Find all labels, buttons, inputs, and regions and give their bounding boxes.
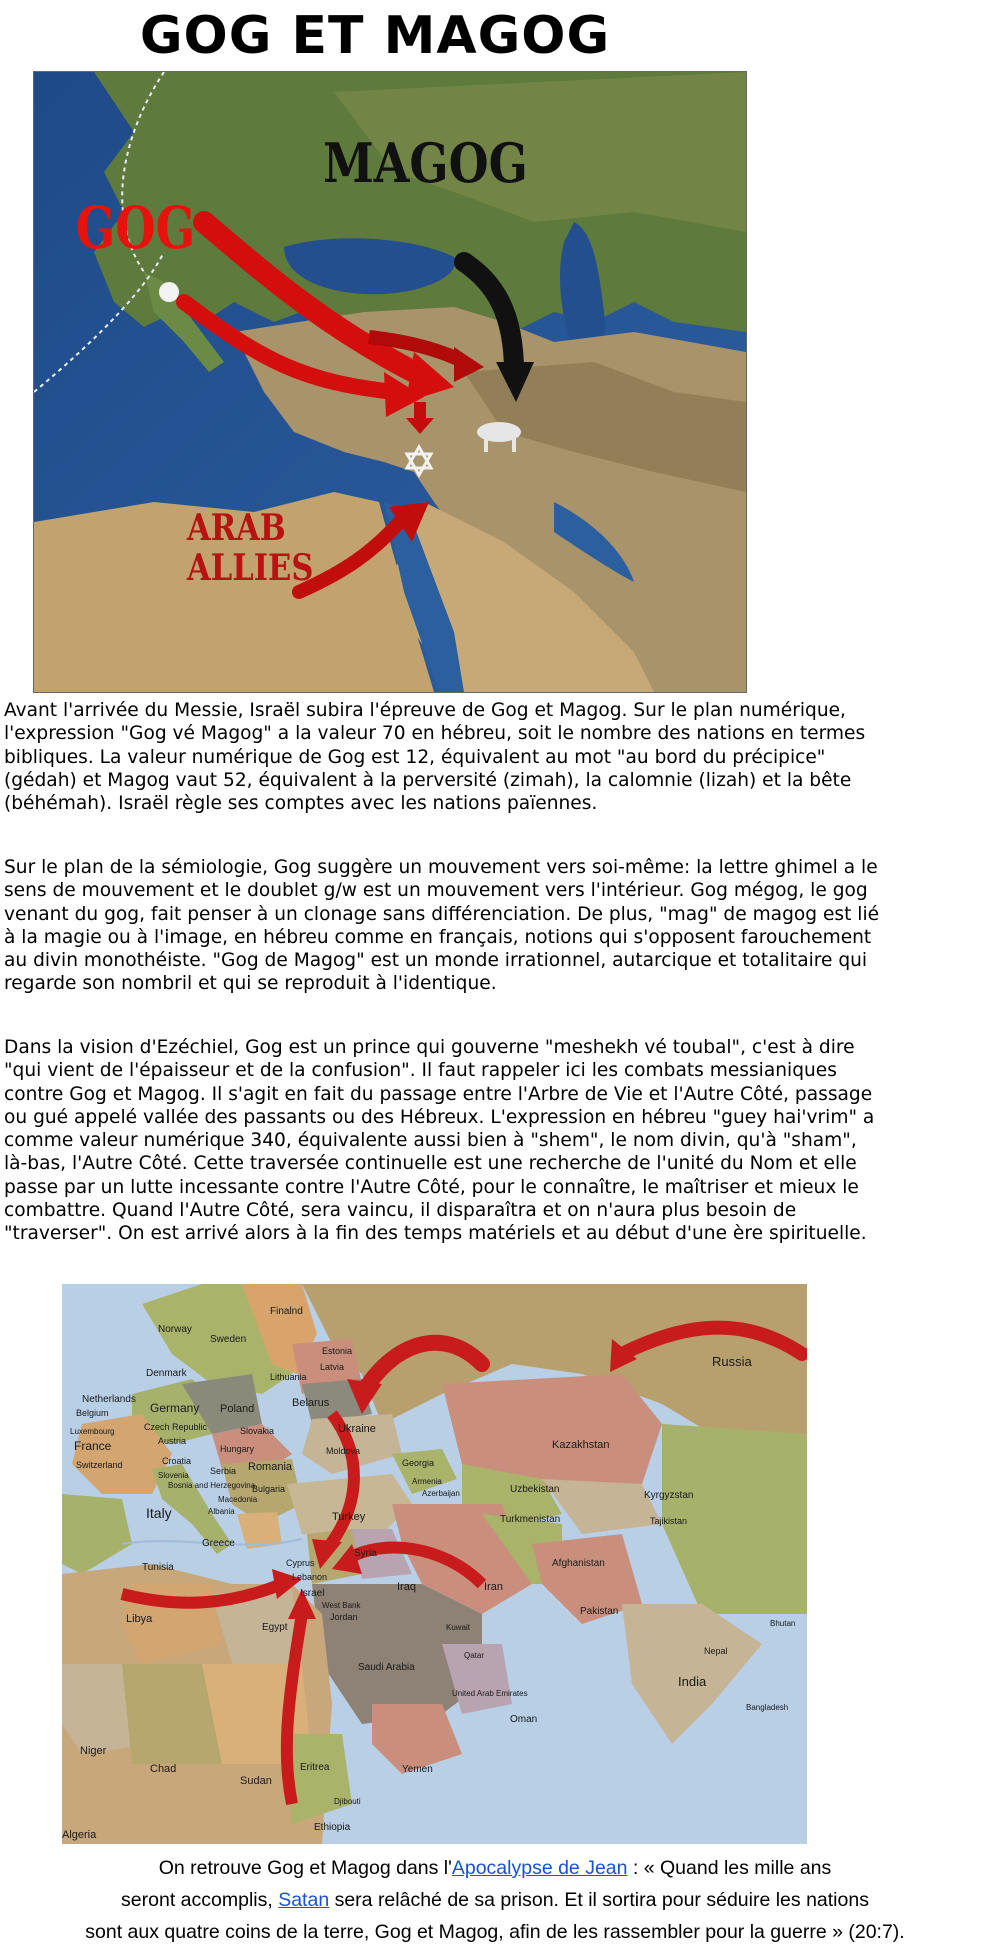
country-label: Sweden	[210, 1334, 247, 1345]
country-label: Ethiopia	[314, 1822, 351, 1833]
country-label: Saudi Arabia	[358, 1662, 415, 1673]
country-label: Azerbaijan	[422, 1489, 460, 1498]
paragraph-1: Avant l'arrivée du Messie, Israël subira l'épreuve de Gog et Magog. Sur le plan numérique, l'expression "Gog vé Magog" a la valeur 70 en hébreu, soit le nombre des nations en termes bibliques. La valeur numérique de Gog est 12, équivalent au mot "au bord du précipice" (gédah) et Magog vaut 52, équivalent à la perversité (zimah), la calomnie (lizah) et la bête (béhémah). Israël règle ses comptes avec les nations païennes.	[4, 700, 866, 815]
country-label: Albania	[208, 1507, 235, 1516]
country-label: India	[678, 1674, 707, 1689]
country-label: Moldova	[326, 1446, 361, 1456]
caption-line-3: sont aux quatre coins de la terre, Gog et Magog, afin de les rassembler pour la guerre » (20:7).	[85, 1921, 905, 1943]
country-label: Bulgaria	[252, 1484, 286, 1494]
country-label: Bhutan	[770, 1619, 796, 1628]
country-label: Netherlands	[82, 1394, 136, 1405]
country-label: Libya	[126, 1613, 153, 1625]
country-label: Djibouti	[334, 1797, 361, 1806]
country-label: Nepal	[704, 1646, 728, 1656]
country-label: Russia	[712, 1354, 752, 1369]
caption-text-3: seront accomplis,	[121, 1889, 279, 1911]
country-label: Lithuania	[270, 1372, 307, 1382]
country-label: Denmark	[146, 1368, 187, 1379]
caption-text-1: On retrouve Gog et Magog dans l'	[158, 1857, 452, 1879]
country-label: Slovakia	[240, 1426, 275, 1436]
arab-label-line1: ARAB	[187, 506, 286, 549]
country-label: Syria	[354, 1548, 377, 1559]
country-label: Tunisia	[142, 1562, 174, 1573]
country-label: Jordan	[330, 1612, 358, 1622]
political-map-image	[62, 1284, 807, 1844]
country-label: Cyprus	[286, 1558, 315, 1568]
country-label: Eritrea	[300, 1762, 330, 1773]
country-label: Finalnd	[270, 1306, 303, 1317]
gog-magog-map	[34, 72, 746, 692]
country-label: Czech Republic	[144, 1422, 208, 1432]
country-label: Pakistan	[580, 1606, 619, 1617]
country-label: West Bank	[322, 1601, 361, 1610]
country-label: Iran	[484, 1581, 503, 1593]
country-label: Niger	[80, 1745, 107, 1757]
country-label: Bangladesh	[746, 1703, 789, 1712]
arab-label-line2: ALLIES	[187, 546, 314, 589]
country-label: Chad	[150, 1763, 177, 1775]
gog-label: GOG	[75, 194, 196, 263]
magog-label: MAGOG	[323, 131, 528, 195]
country-label: Egypt	[262, 1622, 288, 1633]
country-label: Norway	[158, 1324, 192, 1335]
country-label: Ukraine	[338, 1423, 376, 1435]
country-label: Bosnia and Herzegovina	[168, 1481, 256, 1490]
caption	[0, 1852, 990, 1948]
caption-text-2: : « Quand les mille ans	[627, 1857, 832, 1879]
country-label: Slovenia	[158, 1471, 189, 1480]
country-label: Turkey	[332, 1511, 366, 1523]
country-label: Switzerland	[76, 1460, 123, 1470]
country-label: Georgia	[402, 1458, 435, 1468]
country-label: Croatia	[162, 1456, 192, 1466]
caption-line-1	[0, 1852, 990, 1884]
country-label: Kuwait	[446, 1623, 471, 1632]
caption-text-4: sera relâché de sa prison. Et il sortira pour séduire les nations	[329, 1889, 869, 1911]
country-label: Serbia	[210, 1466, 237, 1476]
gog-magog-map-image	[33, 71, 747, 693]
country-label: Greece	[202, 1538, 235, 1549]
country-label: Austria	[158, 1436, 187, 1446]
country-label: Algeria	[62, 1829, 97, 1841]
country-label: Poland	[220, 1403, 255, 1415]
page-title: GOG ET MAGOG	[139, 6, 611, 66]
country-label: United Arab Emirates	[452, 1689, 528, 1698]
country-label: Belarus	[292, 1397, 330, 1409]
country-label: Iraq	[397, 1581, 416, 1593]
country-label: Lebanon	[292, 1572, 328, 1582]
country-label: Uzbekistan	[510, 1484, 560, 1495]
country-label: Sudan	[240, 1775, 272, 1787]
satan-link[interactable]: Satan	[278, 1889, 330, 1911]
country-label: Latvia	[320, 1362, 345, 1372]
country-label: France	[74, 1439, 112, 1453]
paragraph-3: Dans la vision d'Ezéchiel, Gog est un prince qui gouverne "meshekh vé toubal", c'est à dire "qui vient de l'épaisseur et de la confusion". Il faut rappeler ici les combats messianiques contre Gog et Magog. Il s'agit en fait du passage entre l'Arbre de Vie et l'Autre Côté, passage ou gué appelé vallée des passants ou des Hébreux. L'expression en hébreu "guey hai'vrim" a comme valeur numérique 340, équivalente aussi bien à "shem", le nom divin, qu'à "sham", là-bas, l'Autre Côté. Cette traversée continuelle est une recherche de l'unité du Nom et elle passe par un lutte incessante contre l'Autre Côté, pour le connaître, le maîtriser et mieux le combattre. Quand l'Autre Côté, sera vaincu, il disparaîtra et on n'aura plus besoin de "traverser". On est arrivé alors à la fin des temps matériels et au début d'une ère spirituelle.	[4, 1037, 875, 1245]
country-label: Armenia	[412, 1477, 442, 1486]
country-label: Turkmenistan	[500, 1514, 561, 1525]
country-label: Kyrgyzstan	[644, 1490, 694, 1501]
country-label: Afghanistan	[552, 1558, 605, 1569]
paragraph-2: Sur le plan de la sémiologie, Gog suggère un mouvement vers soi-même: la lettre ghimel a le sens de mouvement et le doublet g/w est un mouvement vers l'intérieur. Gog mégog, le gog venant du gog, fait penser à un clonage sans différenciation. De plus, "mag" de magog est lié à la magie ou à l'image, en hébreu comme en français, notions qui s'opposent farouchement au divin monothéiste. "Gog de Magog" est un monde irrationnel, autarcique et totalitaire qui regarde son nombril et qui se reproduit à l'identique.	[4, 857, 880, 995]
country-label: Romania	[248, 1461, 293, 1473]
country-label: Belgium	[76, 1408, 109, 1418]
country-label: Italy	[146, 1505, 172, 1521]
country-label: Hungary	[220, 1444, 255, 1454]
apocalypse-link[interactable]: Apocalypse de Jean	[451, 1857, 628, 1879]
country-label: Luxembourg	[70, 1427, 115, 1436]
country-label: Germany	[150, 1401, 200, 1415]
country-label: Yemen	[402, 1764, 433, 1775]
country-label: Estonia	[322, 1346, 353, 1356]
country-label: Israel	[300, 1588, 325, 1599]
caption-line-2	[0, 1884, 990, 1916]
country-label: Qatar	[464, 1651, 485, 1660]
political-map	[62, 1284, 807, 1844]
country-label: Tajikistan	[650, 1516, 688, 1526]
country-label: Oman	[510, 1714, 538, 1725]
country-label: Macedonia	[218, 1495, 258, 1504]
country-label: Kazakhstan	[552, 1439, 610, 1451]
